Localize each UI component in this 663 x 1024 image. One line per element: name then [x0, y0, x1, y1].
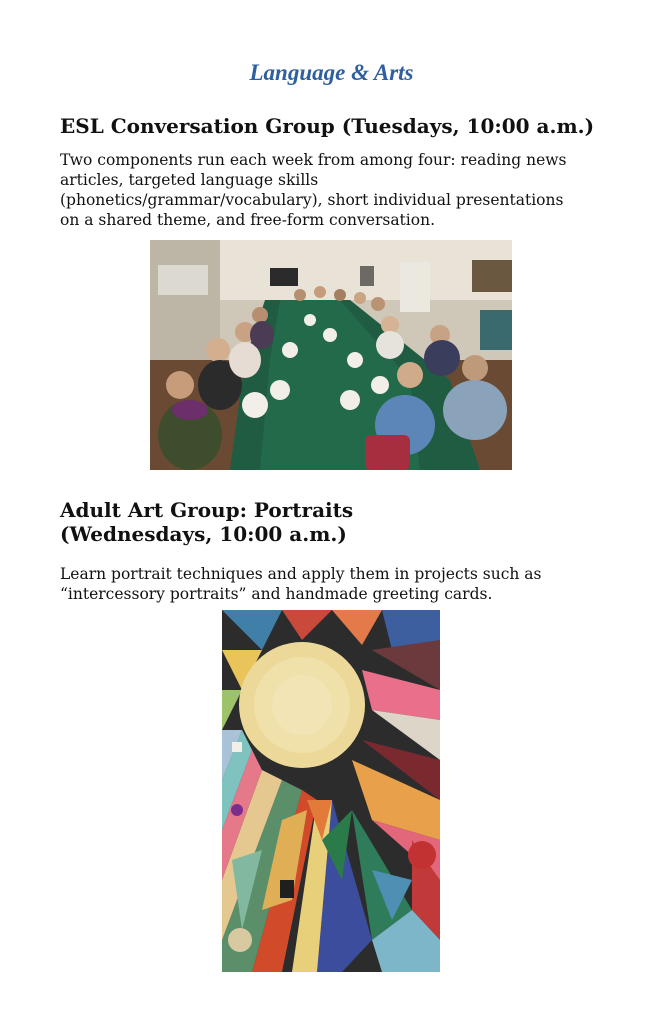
- art-description: [60, 564, 620, 604]
- esl-description-line: articles, targeted language skills: [60, 171, 319, 189]
- page-title: Language & Arts: [249, 60, 414, 85]
- art-description-line: Learn portrait techniques and apply them in projects such as: [60, 565, 542, 583]
- esl-heading: ESL Conversation Group (Tuesdays, 10:00 a.m.): [60, 114, 595, 138]
- art-heading: [60, 498, 353, 546]
- art-description-line: “intercessory portraits” and handmade greeting cards.: [60, 585, 493, 603]
- esl-description-line: Two components run each week from among four: reading news: [60, 151, 567, 169]
- esl-description-line: (phonetics/grammar/vocabulary), short individual presentations: [60, 191, 564, 209]
- esl-group-photo: [150, 240, 512, 470]
- esl-description: [60, 150, 620, 230]
- art-heading-line: (Wednesdays, 10:00 a.m.): [60, 522, 347, 546]
- esl-description-line: on a shared theme, and free-form conversation.: [60, 211, 435, 229]
- art-heading-line: Adult Art Group: Portraits: [60, 498, 354, 522]
- sun-painting: [222, 610, 440, 972]
